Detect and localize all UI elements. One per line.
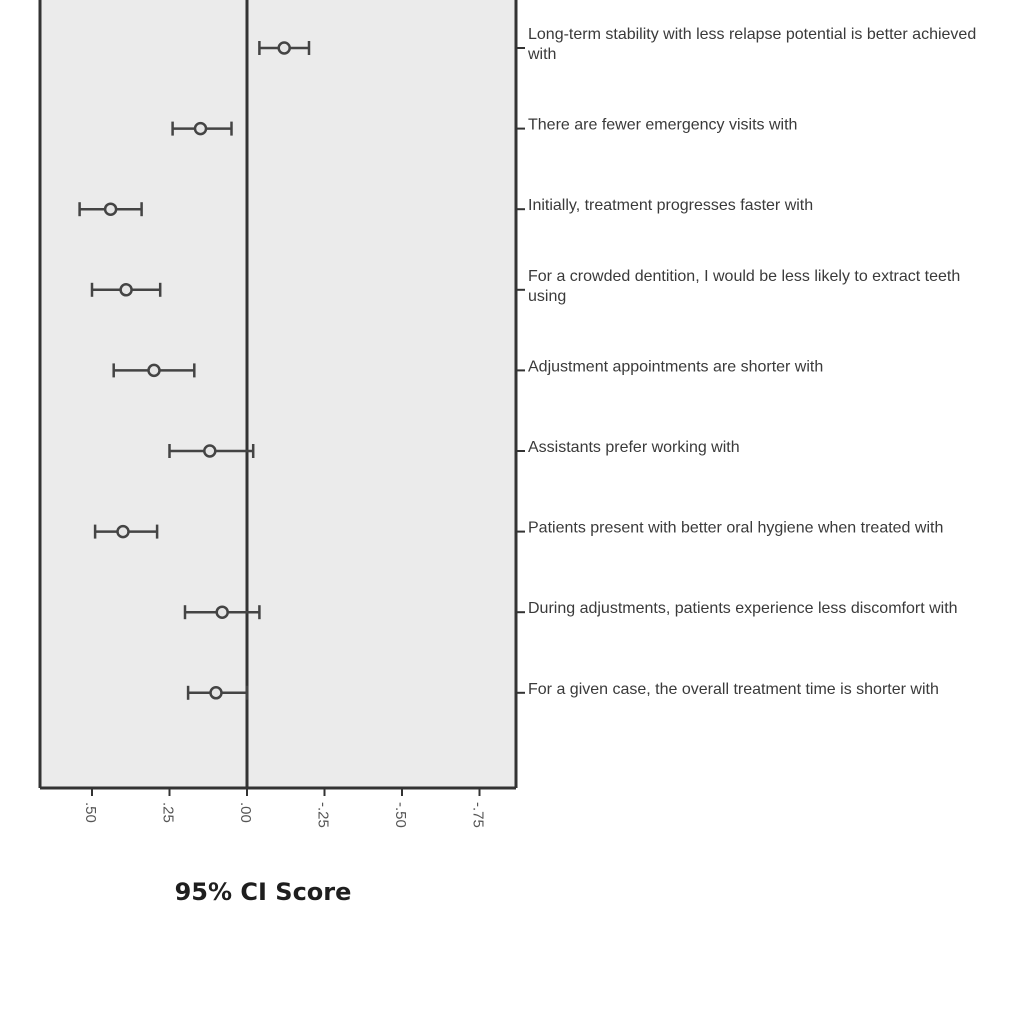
row-label: There are fewer emergency visits with — [528, 116, 798, 134]
mean-point — [211, 687, 222, 698]
x-tick-label: .50 — [82, 802, 99, 823]
mean-point — [217, 607, 228, 618]
mean-point — [195, 123, 206, 134]
mean-point — [118, 526, 129, 537]
row-label: During adjustments, patients experience less discomfort with — [528, 600, 958, 618]
row-label: Initially, treatment progresses faster with — [528, 197, 814, 215]
x-tick-label: -.50 — [392, 802, 409, 828]
row-label: Assistants prefer working with — [528, 439, 740, 456]
plot-area-background — [40, 0, 516, 788]
mean-point — [149, 365, 160, 376]
mean-point — [279, 43, 290, 54]
row-label: Long-term stability with less relapse potential is better achieved with — [528, 26, 977, 63]
mean-point — [121, 284, 132, 295]
row-label: Adjustment appointments are shorter with — [528, 358, 824, 376]
x-axis-title: 95% CI Score — [174, 878, 352, 906]
row-label: For a crowded dentition, I would be less likely to extract teeth using — [528, 267, 961, 305]
row-label: Patients present with better oral hygiene when treated with — [528, 519, 944, 537]
x-tick-label: -.25 — [314, 802, 332, 828]
x-tick-label: .25 — [159, 802, 177, 823]
x-tick-label: .00 — [237, 802, 254, 823]
mean-point — [105, 204, 116, 215]
row-label: For a given case, the overall treatment time is shorter with — [528, 680, 939, 698]
x-tick-label: -.75 — [469, 802, 487, 828]
mean-point — [204, 446, 215, 457]
